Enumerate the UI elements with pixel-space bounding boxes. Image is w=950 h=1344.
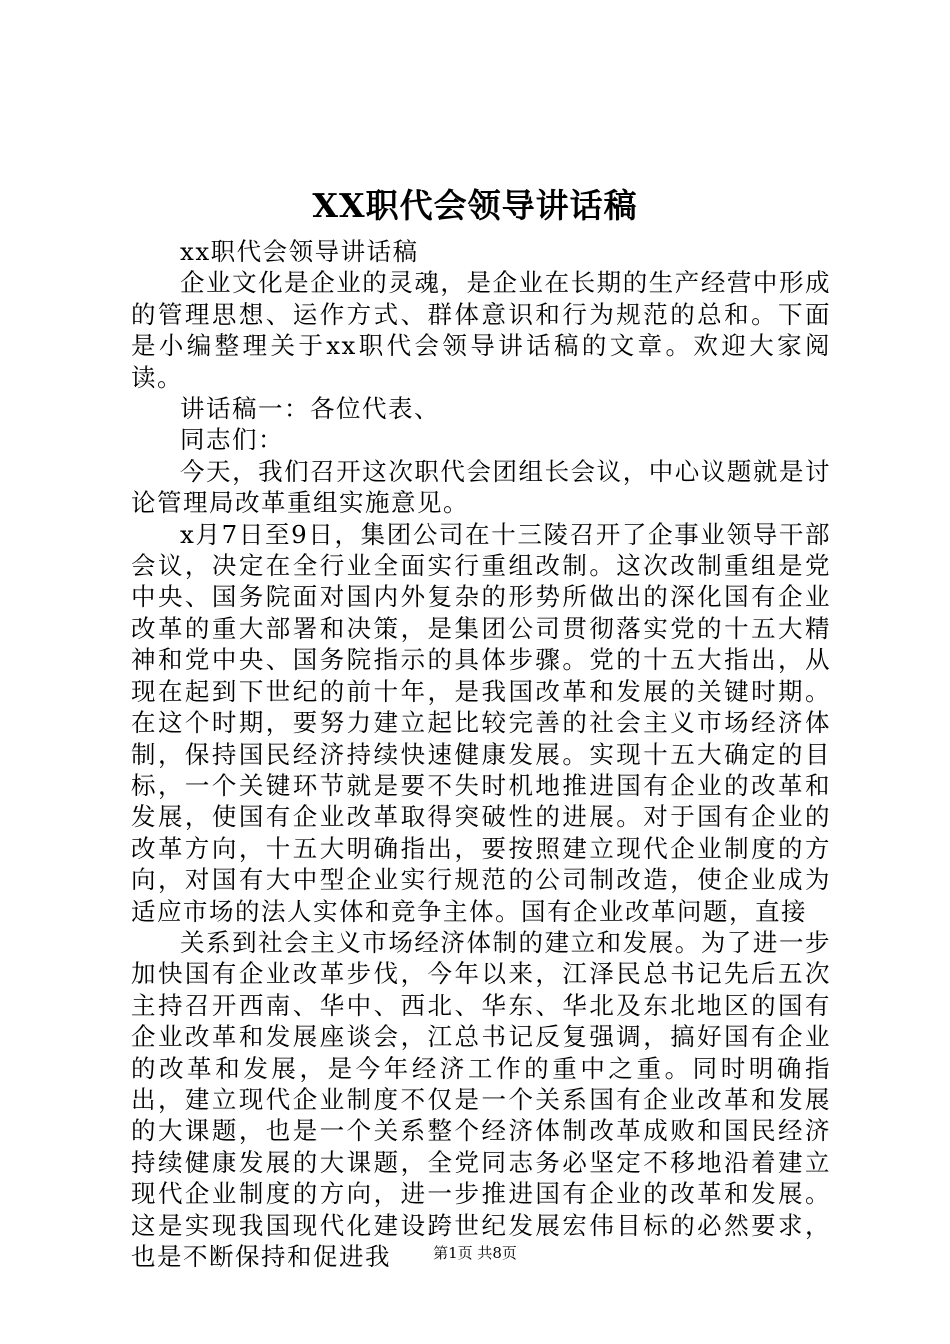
paragraph: 企业文化是企业的灵魂，是企业在长期的生产经营中形成的管理思想、运作方式、群体意识和行为规范的总和。下面是小编整理关于xx职代会领导讲话稿的文章。欢迎大家阅读。	[131, 268, 831, 392]
document-body	[131, 236, 831, 1272]
document-title: XX职代会领导讲话稿	[312, 186, 638, 225]
paragraph: 今天，我们召开这次职代会团组长会议，中心议题就是讨论管理局改革重组实施意见。	[131, 456, 831, 518]
paragraph: 同志们：	[180, 425, 284, 455]
paragraph: x月7日至9日，集团公司在十三陵召开了企事业领导干部会议，决定在全行业全面实行重组改制。这次改制重组是党中央、国务院面对国内外复杂的形势所做出的深化国有企业改革的重大部署和决策，是集团公司贯彻落实党的十五大精神和党中央、国务院指示的具体步骤。党的十五大指出，从现在起到下世纪的前十年，是我国改革和发展的关键时期。在这个时期，要努力建立起比较完善的社会主义市场经济体制，保持国民经济持续快速健康发展。实现十五大确定的目标，一个关键环节就是要不失时机地推进国有企业的改革和发展，使国有企业改革取得突破性的进展。对于国有企业的改革方向，十五大明确指出，要按照建立现代企业制度的方向，对国有大中型企业实行规范的公司制改造，使企业成为适应市场的法人实体和竞争主体。国有企业改革问题，直接	[131, 519, 831, 926]
paragraph: xx职代会领导讲话稿	[180, 237, 419, 266]
page-number-footer: 第1页 共8页	[433, 1244, 517, 1262]
paragraph: 讲话稿一：各位代表、	[180, 394, 440, 424]
paragraph: 关系到社会主义市场经济体制的建立和发展。为了进一步加快国有企业改革步伐，今年以来，江泽民总书记先后五次主持召开西南、华中、西北、华东、华北及东北地区的国有企业改革和发展座谈会，江总书记反复强调，搞好国有企业的改革和发展，是今年经济工作的重中之重。同时明确指出，建立现代企业制度不仅是一个关系国有企业改革和发展的大课题，也是一个关系整个经济体制改革成败和国民经济持续健康发展的大课题，全党同志务必坚定不移地沿着建立现代企业制度的方向，进一步推进国有企业的改革和发展。这是实现我国现代化建设跨世纪发展宏伟目标的必然要求，也是不断保持和促进我	[131, 927, 831, 1271]
